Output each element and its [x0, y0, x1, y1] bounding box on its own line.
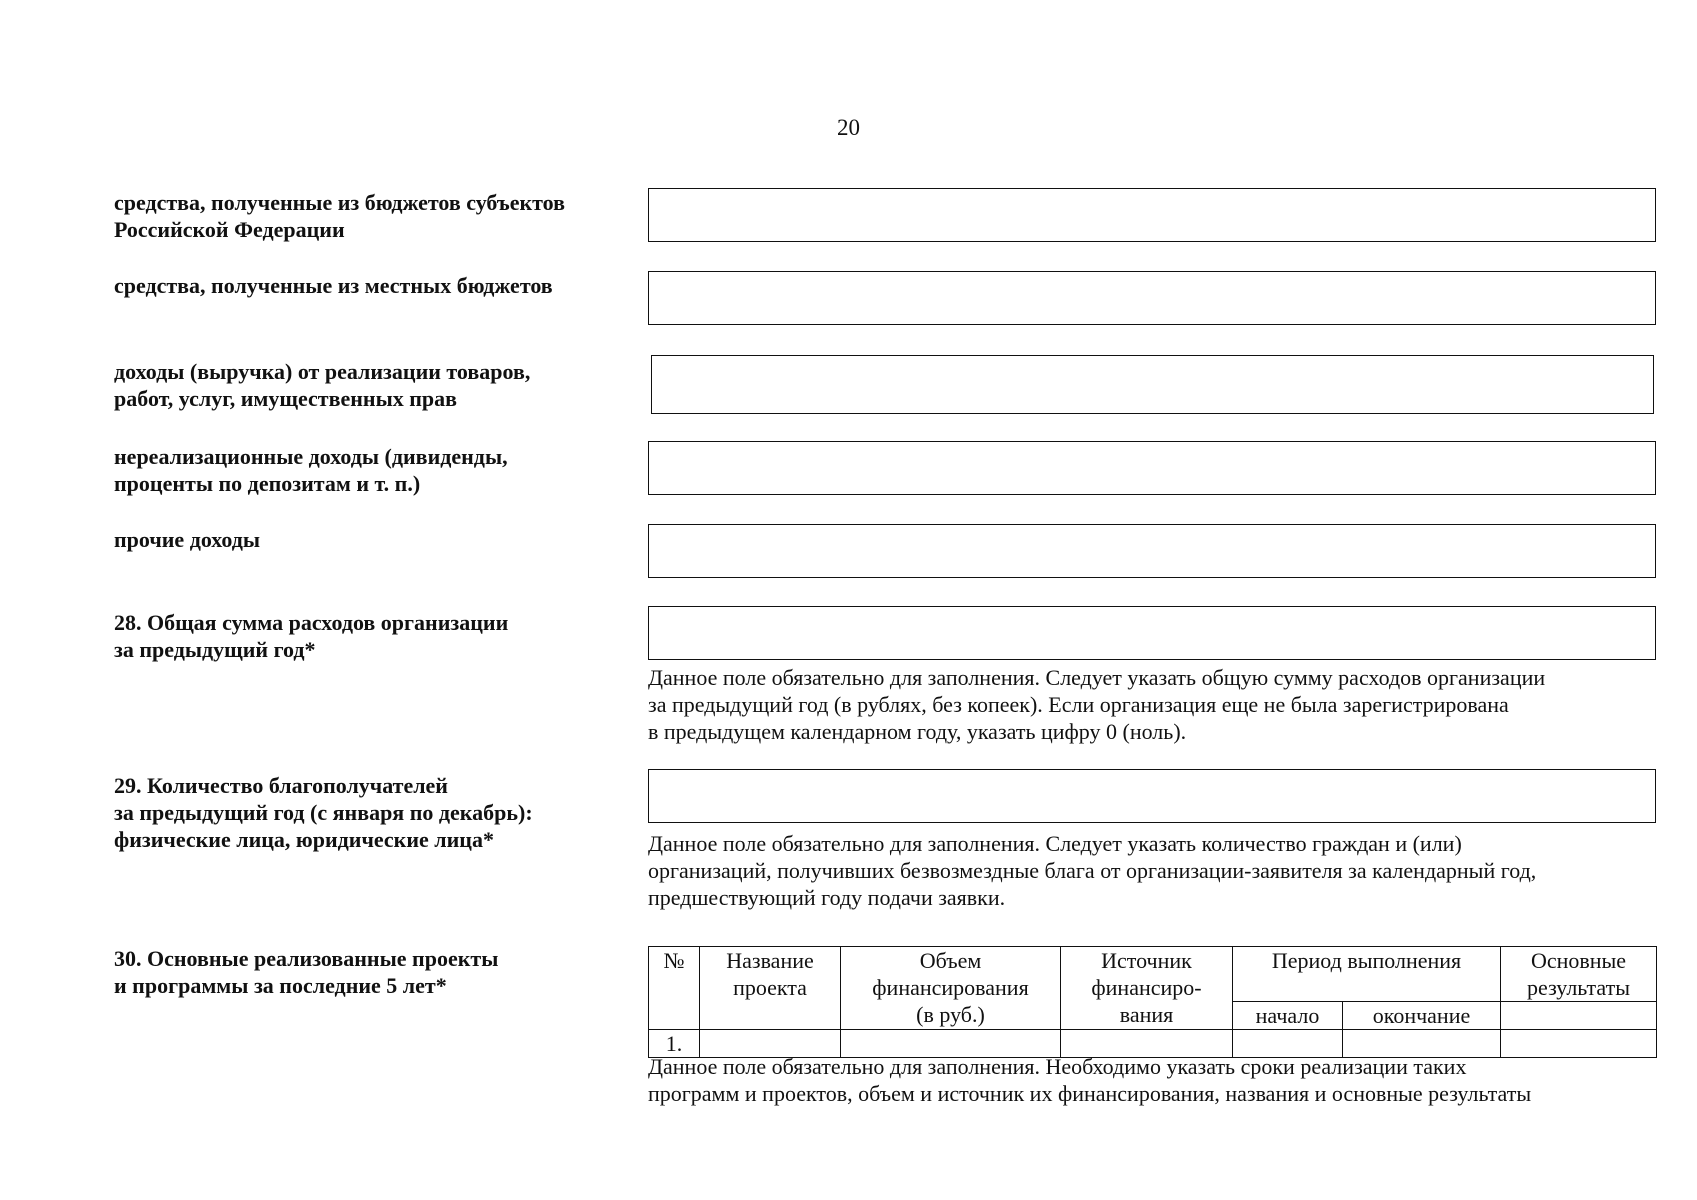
col-period-header: Период выполнения [1233, 947, 1501, 1002]
table-header-row [649, 947, 1657, 1002]
total-expenses-field[interactable] [648, 606, 1656, 660]
col-volume-header: Объем финансирования (в руб.) [841, 947, 1061, 1030]
sales-revenue-field[interactable] [651, 355, 1654, 414]
label-regional-budget-funds: средства, полученные из бюджетов субъектов Российской Федерации [114, 190, 565, 242]
label-local-budget-funds: средства, полученные из местных бюджетов [114, 273, 553, 298]
total-expenses-hint: Данное поле обязательно для заполнения. Следует указать общую сумму расходов организации за предыдущий год (в рублях, без копеек). Если организация еще не была зарегистрирована в предыдущем календарном году, указать цифру 0 (ноль). [648, 665, 1546, 744]
projects-table [648, 946, 1657, 1058]
col-source-header: Источник финансиро- вания [1061, 947, 1233, 1030]
col-name-header: Название проекта [700, 947, 841, 1030]
non-operating-income-field[interactable] [648, 441, 1656, 495]
other-income-field[interactable] [648, 524, 1656, 578]
label-total-expenses: 28. Общая сумма расходов организации за предыдущий год* [114, 610, 509, 662]
beneficiaries-count-field[interactable] [648, 769, 1656, 823]
regional-budget-funds-field[interactable] [648, 188, 1656, 242]
col-number-header: № [649, 947, 700, 1030]
col-results-header: Основные результаты [1501, 947, 1657, 1002]
label-other-income: прочие доходы [114, 527, 261, 552]
col-results-subheader-empty [1501, 1002, 1657, 1030]
label-non-operating-income: нереализационные доходы (дивиденды, проценты по депозитам и т. п.) [114, 444, 508, 496]
label-beneficiaries-count: 29. Количество благополучателей за предыдущий год (с января по декабрь): физические лица, юридические лица* [114, 773, 533, 852]
local-budget-funds-field[interactable] [648, 271, 1656, 325]
col-period-start-header: начало [1233, 1002, 1343, 1030]
col-period-end-header: окончание [1343, 1002, 1501, 1030]
label-sales-revenue: доходы (выручка) от реализации товаров, работ, услуг, имущественных прав [114, 359, 531, 411]
row-number-cell: 1. [649, 1030, 700, 1058]
page-number: 20 [837, 115, 860, 140]
beneficiaries-count-hint: Данное поле обязательно для заполнения. Следует указать количество граждан и (или) организаций, получивших безвозмездные блага от организации-заявителя за календарный год, предшествующий году подачи заявки. [648, 831, 1537, 910]
label-projects-programs: 30. Основные реализованные проекты и программы за последние 5 лет* [114, 946, 499, 998]
projects-hint: Данное поле обязательно для заполнения. Необходимо указать сроки реализации таких программ и проектов, объем и источник их финансирования, названия и основные результаты [648, 1054, 1532, 1106]
